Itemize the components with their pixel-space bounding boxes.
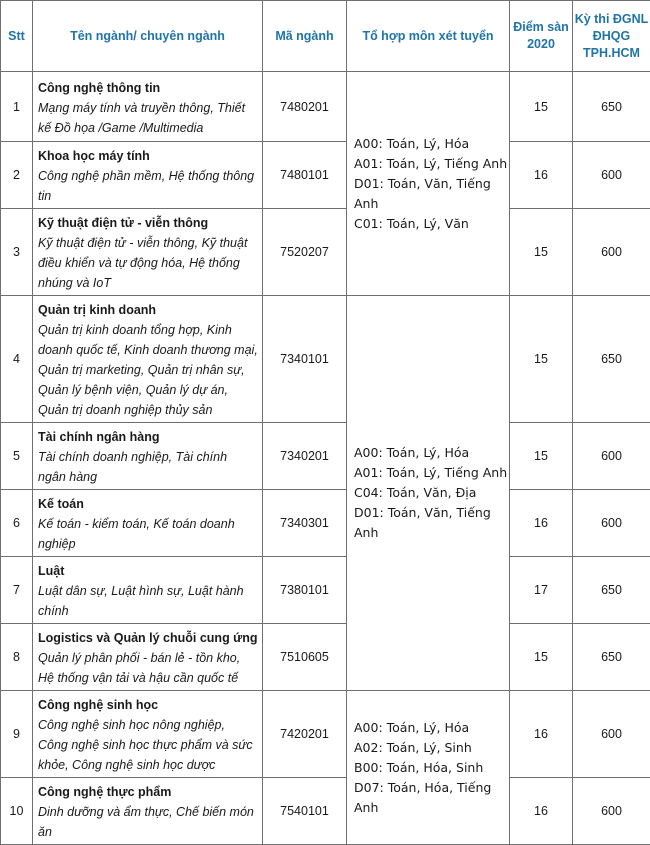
- major-specializations: Kỹ thuật điện tử - viễn thông, Kỹ thuật điều khiển và tự động hóa, Hệ thống nhúng và IoT: [38, 233, 258, 293]
- row-stt: 2: [1, 142, 33, 209]
- major-specializations: Luật dân sự, Luật hình sự, Luật hành chính: [38, 581, 258, 621]
- row-code: 7380101: [263, 557, 347, 624]
- table-row: [1, 624, 650, 691]
- major-title: Khoa học máy tính: [38, 146, 258, 166]
- row-major: [33, 423, 263, 490]
- major-title: Công nghệ sinh học: [38, 695, 258, 715]
- row-score: 16: [510, 142, 573, 209]
- row-score: 15: [510, 624, 573, 691]
- row-score: 15: [510, 423, 573, 490]
- header-score-line2: 2020: [527, 37, 555, 51]
- row-stt: 1: [1, 72, 33, 142]
- table-row: [1, 691, 650, 778]
- combo-group-3: [347, 691, 510, 845]
- row-major: [33, 490, 263, 557]
- row-score: 15: [510, 209, 573, 296]
- header-score: [510, 1, 573, 72]
- row-score: 15: [510, 72, 573, 142]
- row-score: 17: [510, 557, 573, 624]
- row-exam: 600: [573, 490, 650, 557]
- row-exam: 600: [573, 778, 650, 845]
- row-exam: 650: [573, 624, 650, 691]
- table-row: [1, 142, 650, 209]
- combo-item: A00: Toán, Lý, Hóa: [354, 134, 509, 154]
- header-exam: [573, 1, 650, 72]
- combo-item: A01: Toán, Lý, Tiếng Anh: [354, 154, 509, 174]
- row-stt: 3: [1, 209, 33, 296]
- row-major: [33, 624, 263, 691]
- row-code: 7420201: [263, 691, 347, 778]
- combo-item: D01: Toán, Văn, Tiếng Anh: [354, 503, 509, 543]
- table-row: [1, 209, 650, 296]
- row-stt: 4: [1, 296, 33, 423]
- table-row: [1, 557, 650, 624]
- table-row: [1, 490, 650, 557]
- header-row: [1, 1, 650, 72]
- combo-item: D01: Toán, Văn, Tiếng Anh: [354, 174, 509, 214]
- major-title: Công nghệ thông tin: [38, 78, 258, 98]
- major-title: Tài chính ngân hàng: [38, 427, 258, 447]
- header-name: Tên ngành/ chuyên ngành: [33, 1, 263, 72]
- row-exam: 650: [573, 557, 650, 624]
- row-code: 7340201: [263, 423, 347, 490]
- combo-item: A00: Toán, Lý, Hóa: [354, 443, 509, 463]
- combo-item: A02: Toán, Lý, Sinh: [354, 738, 509, 758]
- row-code: 7340301: [263, 490, 347, 557]
- major-title: Kỹ thuật điện tử - viễn thông: [38, 213, 258, 233]
- row-stt: 10: [1, 778, 33, 845]
- major-title: Kế toán: [38, 494, 258, 514]
- row-major: [33, 557, 263, 624]
- major-specializations: Tài chính doanh nghiệp, Tài chính ngân hàng: [38, 447, 258, 487]
- row-major: [33, 72, 263, 142]
- row-code: 7540101: [263, 778, 347, 845]
- row-score: 16: [510, 778, 573, 845]
- header-exam-line3: TPH.HCM: [583, 46, 640, 60]
- row-major: [33, 209, 263, 296]
- row-code: 7520207: [263, 209, 347, 296]
- major-title: Luật: [38, 561, 258, 581]
- row-major: [33, 778, 263, 845]
- header-stt: Stt: [1, 1, 33, 72]
- row-code: 7480201: [263, 72, 347, 142]
- major-specializations: Dinh dưỡng và ẩm thực, Chế biến món ăn: [38, 802, 258, 842]
- major-title: Quản trị kinh doanh: [38, 300, 258, 320]
- major-specializations: Mạng máy tính và truyền thông, Thiết kế Đồ họa /Game /Multimedia: [38, 98, 258, 138]
- row-exam: 600: [573, 691, 650, 778]
- major-title: Công nghệ thực phẩm: [38, 782, 258, 802]
- row-score: 16: [510, 490, 573, 557]
- row-code: 7480101: [263, 142, 347, 209]
- major-specializations: Quản trị kinh doanh tổng hợp, Kinh doanh quốc tế, Kinh doanh thương mại, Quản trị marketing, Quản trị nhân sự, Quản lý bệnh viện, Quản lý dự án, Quản trị doanh nghiệp thủy sản: [38, 320, 258, 420]
- combo-item: B00: Toán, Hóa, Sinh: [354, 758, 509, 778]
- row-stt: 5: [1, 423, 33, 490]
- major-specializations: Công nghệ phần mềm, Hệ thống thông tin: [38, 166, 258, 206]
- header-exam-line2: ĐHQG: [593, 29, 631, 43]
- combo-item: C01: Toán, Lý, Văn: [354, 214, 509, 234]
- major-specializations: Công nghệ sinh học nông nghiệp, Công nghệ sinh học thực phẩm và sức khỏe, Công nghệ sinh học dược: [38, 715, 258, 775]
- combo-group-1: [347, 72, 510, 296]
- combo-item: C04: Toán, Văn, Địa: [354, 483, 509, 503]
- row-major: [33, 142, 263, 209]
- row-major: [33, 691, 263, 778]
- row-code: 7510605: [263, 624, 347, 691]
- major-specializations: Kế toán - kiểm toán, Kế toán doanh nghiệp: [38, 514, 258, 554]
- major-specializations: Quản lý phân phối - bán lẻ - tồn kho, Hệ thống vận tải và hậu cần quốc tế: [38, 648, 258, 688]
- row-score: 15: [510, 296, 573, 423]
- row-score: 16: [510, 691, 573, 778]
- row-exam: 600: [573, 423, 650, 490]
- row-exam: 650: [573, 72, 650, 142]
- table-row: [1, 72, 650, 142]
- row-major: [33, 296, 263, 423]
- header-score-line1: Điểm sàn: [513, 20, 569, 34]
- row-exam: 600: [573, 142, 650, 209]
- row-stt: 6: [1, 490, 33, 557]
- combo-item: D07: Toán, Hóa, Tiếng Anh: [354, 778, 509, 818]
- combo-group-2: [347, 296, 510, 691]
- table-row: [1, 778, 650, 845]
- row-code: 7340101: [263, 296, 347, 423]
- major-title: Logistics và Quản lý chuỗi cung ứng: [38, 628, 258, 648]
- table-row: [1, 296, 650, 423]
- row-stt: 7: [1, 557, 33, 624]
- row-exam: 650: [573, 296, 650, 423]
- row-exam: 600: [573, 209, 650, 296]
- table-row: [1, 423, 650, 490]
- combo-item: A00: Toán, Lý, Hóa: [354, 718, 509, 738]
- header-exam-line1: Kỳ thi ĐGNL: [575, 12, 649, 26]
- row-stt: 8: [1, 624, 33, 691]
- row-stt: 9: [1, 691, 33, 778]
- header-code: Mã ngành: [263, 1, 347, 72]
- header-combo: Tổ hợp môn xét tuyển: [347, 1, 510, 72]
- combo-item: A01: Toán, Lý, Tiếng Anh: [354, 463, 509, 483]
